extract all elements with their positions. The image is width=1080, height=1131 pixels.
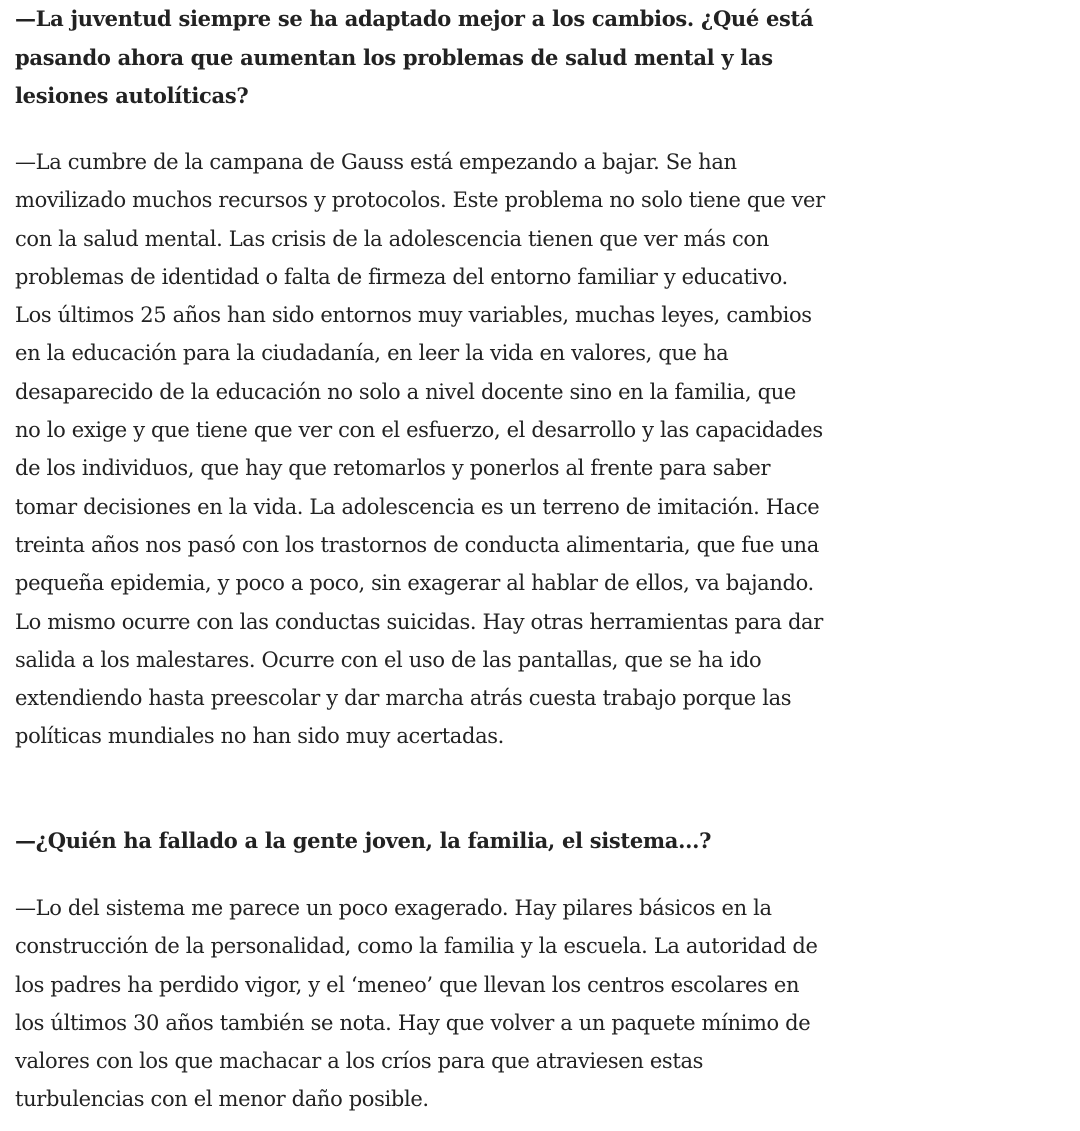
interview-answer-2: —Lo del sistema me parece un poco exagerado. Hay pilares básicos en la construcción de la personalidad, como la familia y la escuela. La autoridad de los padres ha perdido vigor, y el ‘meneo’ que llevan los centros escolares en los últimos 30 años también se nota. Hay que volver a un paquete mínimo de valores con los que machacar a los críos para que atraviesen estas turbulencias con el menor daño posible. bbox=[15, 896, 818, 1112]
interview-answer-1: —La cumbre de la campana de Gauss está empezando a bajar. Se han movilizado muchos recursos y protocolos. Este problema no solo tiene que ver con la salud mental. Las crisis de la adolescencia tienen que ver más con problemas de identidad o falta de firmeza del entorno familiar y educativo. Los últimos 25 años han sido entornos muy variables, muchas leyes, cambios en la educación para la ciudadanía, en leer la vida en valores, que ha desaparecido de la educación no solo a nivel docente sino en la familia, que no lo exige y que tiene que ver con el esfuerzo, el desarrollo y las capacidades de los individuos, que hay que retomarlos y ponerlos al frente para saber tomar decisiones en la vida. La adolescencia es un terreno de imitación. Hace treinta años nos pasó con los trastornos de conducta alimentaria, que fue una pequeña epidemia, y poco a poco, sin exagerar al hablar de ellos, va bajando. Lo mismo ocurre con las conductas suicidas. Hay otras herramientas para dar salida a los malestares. Ocurre con el uso de las pantallas, que se ha ido extendiendo hasta preescolar y dar marcha atrás cuesta trabajo porque las políticas mundiales no han sido muy acertadas. bbox=[15, 150, 825, 749]
interview-question-2: —¿Quién ha fallado a la gente joven, la familia, el sistema...? bbox=[15, 828, 712, 853]
interview-question-1: —La juventud siempre se ha adaptado mejor a los cambios. ¿Qué está pasando ahora que aumentan los problemas de salud mental y las lesiones autolíticas? bbox=[15, 6, 814, 108]
